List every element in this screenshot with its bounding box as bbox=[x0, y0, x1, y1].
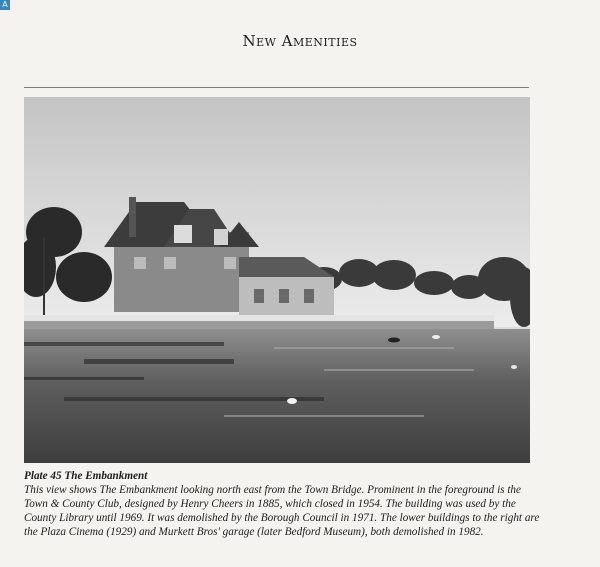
boat bbox=[388, 338, 400, 343]
plate-title: Plate 45 The Embankment bbox=[24, 470, 148, 482]
embankment-railing bbox=[24, 315, 494, 321]
plate-caption bbox=[24, 469, 544, 539]
swan bbox=[432, 335, 440, 339]
lamp-post bbox=[43, 237, 45, 317]
photograph-embankment bbox=[24, 97, 530, 463]
swan bbox=[287, 398, 297, 404]
swan bbox=[511, 365, 517, 369]
photo-illustration bbox=[24, 97, 530, 463]
river bbox=[24, 329, 530, 463]
plate-caption-text: This view shows The Embankment looking north east from the Town Bridge. Prominent in the foreground is the Town & County Club, designed by Henry Cheers in 1885, which closed in 1954. The building was used by the County Library until 1969. It was demolished by the Borough Council in 1971. The lower buildings to the right are the Plaza Cinema (1929) and Murkett Bros' garage (later Bedford Museum), both demolished in 1982. bbox=[24, 484, 540, 538]
corner-badge: A bbox=[0, 0, 10, 10]
running-head: New Amenities bbox=[242, 32, 358, 50]
header-rule bbox=[24, 87, 529, 88]
